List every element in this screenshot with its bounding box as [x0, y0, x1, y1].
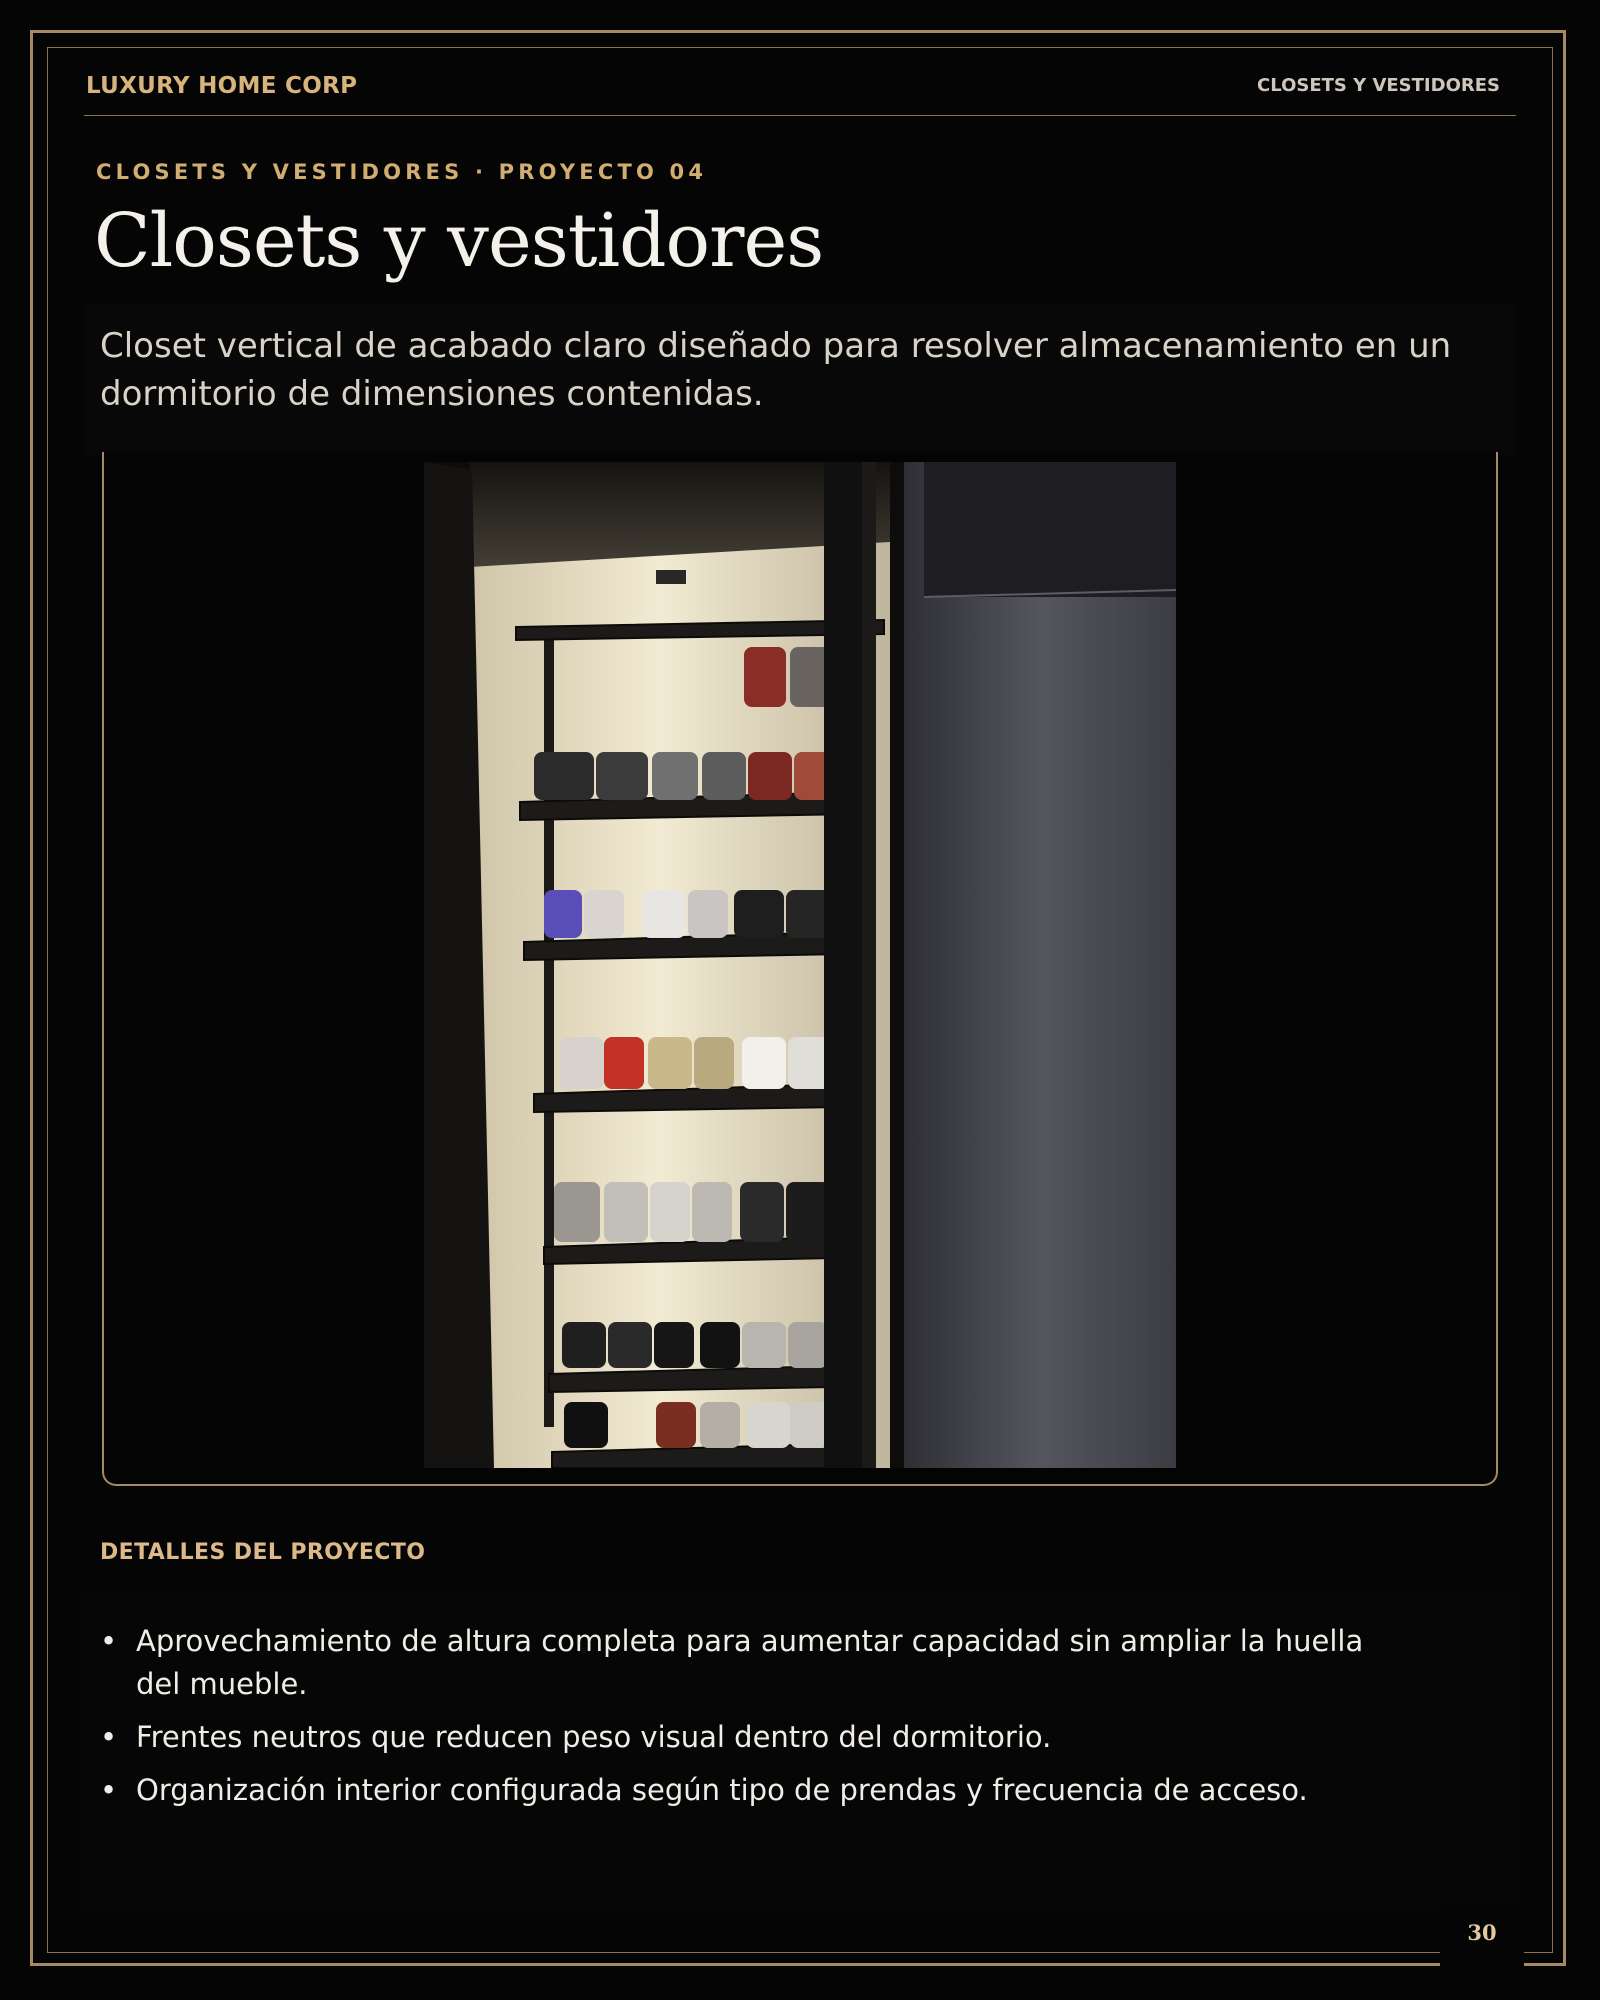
brand-name: LUXURY HOME CORP — [86, 72, 358, 99]
details-heading: DETALLES DEL PROYECTO — [100, 1540, 426, 1565]
details-list — [100, 1620, 1480, 1822]
page-title: Closets y vestidores — [94, 198, 824, 284]
list-item — [100, 1716, 1480, 1759]
eyebrow-label: CLOSETS Y VESTIDORES · PROYECTO 04 — [96, 160, 708, 184]
list-item-text: • Frentes neutros que reducen peso visual dentro del dormitorio. — [136, 1720, 1052, 1754]
section-tag: CLOSETS Y VESTIDORES — [1257, 75, 1500, 96]
list-item — [100, 1620, 1480, 1706]
page-number: 30 — [1467, 1920, 1497, 1945]
list-item-text: • Aprovechamiento de altura completa para aumentar capacidad sin ampliar la huella del mueble. — [136, 1624, 1364, 1701]
shoe-rack-closet-photo — [424, 462, 1176, 1468]
list-item-text: • Organización interior configurada según tipo de prendas y frecuencia de acceso. — [136, 1773, 1308, 1807]
list-item — [100, 1769, 1480, 1812]
lede-text: Closet vertical de acabado claro diseñado para resolver almacenamiento en un dormitorio de dimensiones contenidas. — [100, 326, 1452, 414]
page-header — [84, 62, 1516, 116]
